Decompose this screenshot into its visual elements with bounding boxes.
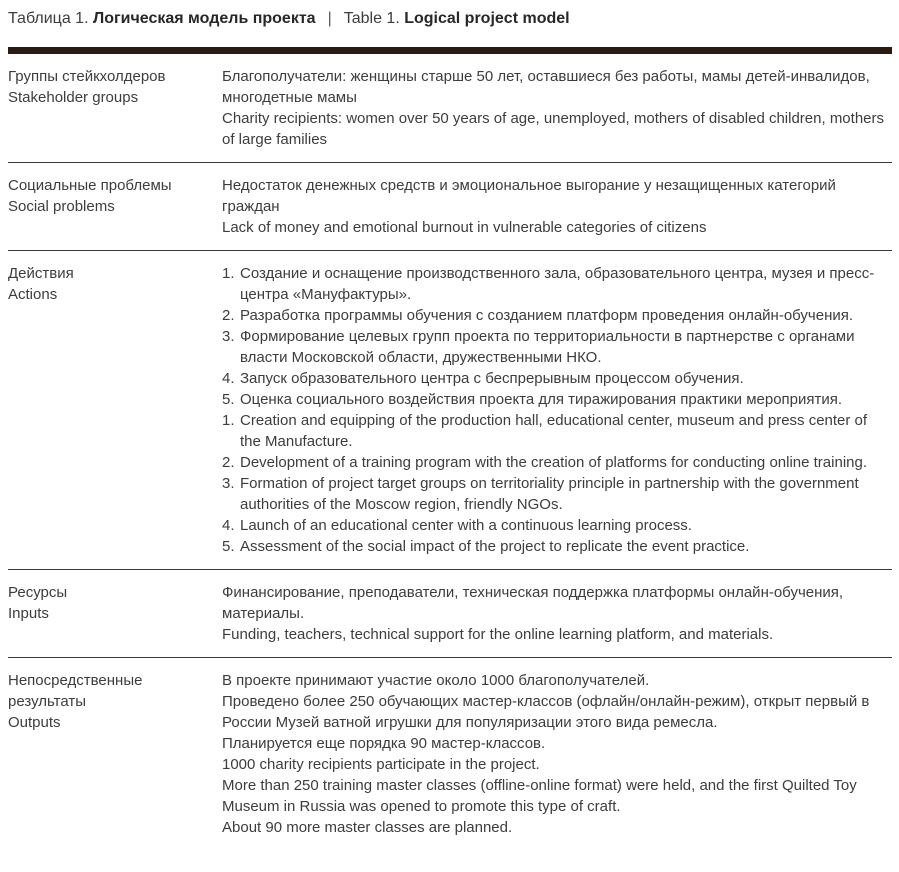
row-header [8, 582, 222, 645]
table-top-rule [8, 47, 892, 54]
list-item [222, 389, 892, 410]
row-label-ru: Ресурсы [8, 584, 68, 601]
paragraph: Lack of money and emotional burnout in vulnerable categories of citizens [222, 219, 707, 236]
table-caption [8, 8, 892, 29]
list-item-text: Разработка программы обучения с созданием платформ проведения онлайн-обучения. [240, 307, 854, 324]
list-item-text: Запуск образовательного центра с беспрерывным процессом обучения. [240, 370, 744, 387]
list-item [222, 473, 892, 515]
list-item-text: Formation of project target groups on territoriality principle in partnership with the government authorities of the Moscow region, friendly NGOs. [240, 475, 859, 513]
list-item [222, 326, 892, 368]
list-item [222, 368, 892, 389]
list-item-number: 3. [222, 328, 235, 345]
list-item-text: Launch of an educational center with a continuous learning process. [240, 517, 692, 534]
caption-ru-title: Логическая модель проекта [92, 10, 316, 27]
row-label-en: Social problems [8, 198, 115, 215]
row-header [8, 66, 222, 150]
row-header [8, 175, 222, 238]
caption-en-prefix: Table 1. [343, 10, 405, 27]
list-item-number: 2. [222, 454, 235, 471]
row-label-ru: Группы стейкхолдеров [8, 68, 166, 85]
table-row-social-problems [8, 162, 892, 250]
paragraph: More than 250 training master classes (offline-online format) were held, and the first Quilted Toy Museum in Russia was opened to promote this type of craft. [222, 777, 857, 815]
row-content [222, 66, 892, 150]
list-item-text: Assessment of the social impact of the project to replicate the event practice. [240, 538, 750, 555]
paragraph: About 90 more master classes are planned. [222, 819, 513, 836]
row-content [222, 670, 892, 838]
list-item-number: 4. [222, 370, 235, 387]
table-row-outputs [8, 657, 892, 850]
list-item-number: 5. [222, 391, 235, 408]
ordered-list [222, 263, 892, 410]
paragraph: 1000 charity recipients participate in the project. [222, 756, 540, 773]
list-item-text: Создание и оснащение производственного зала, образовательного центра, музея и пресс-центра «Мануфактуры». [240, 265, 875, 303]
row-label-en: Stakeholder groups [8, 89, 139, 106]
paragraph: Charity recipients: women over 50 years of age, unemployed, mothers of disabled children, mothers of large families [222, 110, 884, 148]
list-item-text: Оценка социального воздействия проекта для тиражирования практики мероприятия. [240, 391, 843, 408]
list-item [222, 515, 892, 536]
list-item-text: Creation and equipping of the production hall, educational center, museum and press center of the Manufacture. [240, 412, 868, 450]
list-item [222, 536, 892, 557]
row-content [222, 582, 892, 645]
caption-divider: | [327, 10, 332, 27]
list-item-number: 2. [222, 307, 235, 324]
paragraph: В проекте принимают участие около 1000 благополучателей. [222, 672, 650, 689]
paragraph: Проведено более 250 обучающих мастер-классов (офлайн/онлайн-режим), открыт первый в России Музей ватной игрушки для популяризации этого вида ремесла. [222, 693, 870, 731]
paragraph: Недостаток денежных средств и эмоциональное выгорание у незащищенных категорий граждан [222, 177, 836, 215]
table-row-stakeholder-groups [8, 54, 892, 162]
list-item [222, 305, 892, 326]
list-item-number: 3. [222, 475, 235, 492]
list-item-number: 1. [222, 412, 235, 429]
row-header [8, 670, 222, 838]
list-item [222, 410, 892, 452]
paragraph: Планируется еще порядка 90 мастер-классов. [222, 735, 546, 752]
caption-en-title: Logical project model [404, 10, 570, 27]
row-label-en: Inputs [8, 605, 49, 622]
table-row-inputs [8, 569, 892, 657]
paragraph: Funding, teachers, technical support for the online learning platform, and materials. [222, 626, 774, 643]
list-item-text: Development of a training program with the creation of platforms for conducting online training. [240, 454, 868, 471]
paragraph: Финансирование, преподаватели, техническая поддержка платформы онлайн-обучения, материалы. [222, 584, 844, 622]
row-label-en: Actions [8, 286, 58, 303]
row-label-ru: Социальные проблемы [8, 177, 172, 194]
table-body [8, 54, 892, 850]
ordered-list [222, 410, 892, 557]
list-item-text: Формирование целевых групп проекта по территориальности в партнерстве с органами власти Московской области, дружественными НКО. [240, 328, 855, 366]
list-item-number: 1. [222, 265, 235, 282]
table-row-actions [8, 250, 892, 569]
row-header [8, 263, 222, 557]
row-label-ru: Действия [8, 265, 74, 282]
list-item-number: 4. [222, 517, 235, 534]
row-content [222, 175, 892, 238]
paragraph: Благополучатели: женщины старше 50 лет, оставшиеся без работы, мамы детей-инвалидов, многодетные мамы [222, 68, 870, 106]
list-item-number: 5. [222, 538, 235, 555]
row-content [222, 263, 892, 557]
row-label-en: Outputs [8, 714, 61, 731]
list-item [222, 263, 892, 305]
row-label-ru: Непосредственные результаты [8, 672, 143, 710]
list-item [222, 452, 892, 473]
caption-ru-prefix: Таблица 1. [8, 10, 93, 27]
